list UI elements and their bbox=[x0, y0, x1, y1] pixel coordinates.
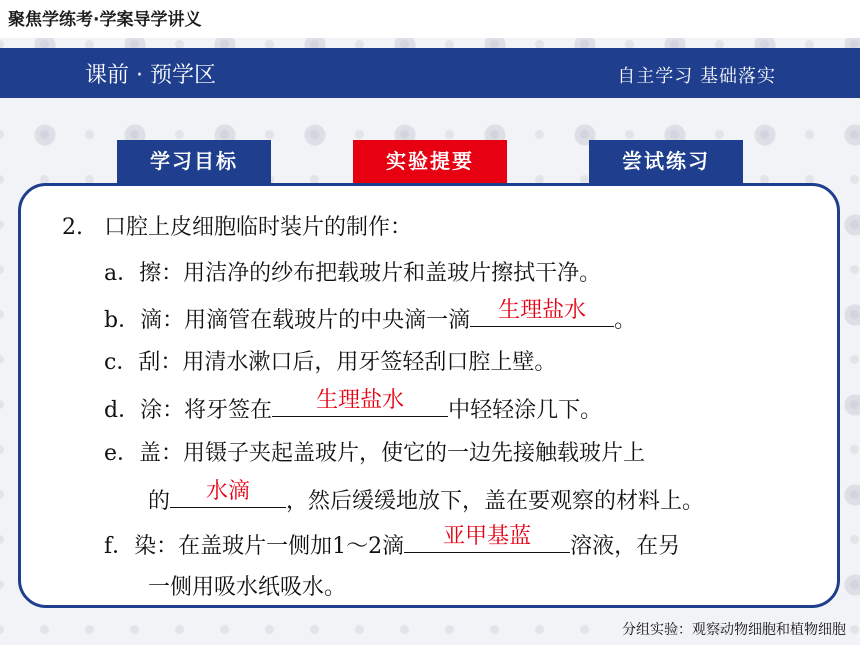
step-f-end: 溶液，在另 bbox=[570, 534, 681, 559]
top-strip bbox=[0, 0, 860, 38]
footer-caption: 分组实验：观察动物细胞和植物细胞 bbox=[622, 622, 846, 638]
step-f-line1 bbox=[104, 526, 680, 560]
brand-title: 聚焦学练考·学案导学讲义 bbox=[8, 10, 202, 30]
step-f-line2: 一侧用吸水纸吸水。 bbox=[148, 575, 347, 600]
step-e-end: ，然后缓缓地放下，盖在要观察的材料上。 bbox=[286, 489, 705, 514]
step-e-blank bbox=[170, 481, 286, 508]
tab-learning-goals[interactable]: 学习目标 bbox=[117, 140, 271, 184]
step-d-end: 中轻轻涂几下。 bbox=[448, 398, 603, 423]
step-f-answer: 亚甲基蓝 bbox=[443, 524, 532, 549]
step-f-text: f．染：在盖玻片一侧加1～2滴 bbox=[104, 534, 405, 559]
step-e-answer: 水滴 bbox=[206, 479, 251, 504]
step-e-text: 的 bbox=[148, 489, 171, 514]
step-a: a．擦：用洁净的纱布把载玻片和盖玻片擦拭干净。 bbox=[104, 261, 602, 286]
step-b-blank bbox=[470, 300, 614, 327]
heading-line bbox=[62, 210, 412, 241]
step-e-line2 bbox=[148, 481, 704, 515]
step-d-answer: 生理盐水 bbox=[316, 388, 405, 413]
step-b-text: b．滴：用滴管在载玻片的中央滴一滴 bbox=[104, 308, 471, 333]
step-f-blank bbox=[404, 526, 570, 553]
step-b bbox=[104, 300, 636, 334]
step-d-blank bbox=[272, 390, 448, 417]
heading-text: 口腔上皮细胞临时装片的制作： bbox=[104, 215, 413, 240]
step-c: c．刮：用清水漱口后，用牙签轻刮口腔上壁。 bbox=[104, 350, 557, 375]
section-subtitle: 自主学习 基础落实 bbox=[617, 66, 776, 87]
tab-practice[interactable]: 尝试练习 bbox=[589, 140, 743, 184]
tab-experiment-summary[interactable]: 实验提要 bbox=[353, 140, 507, 184]
step-e-line1: e．盖：用镊子夹起盖玻片，使它的一边先接触载玻片上 bbox=[104, 441, 646, 466]
section-title: 课前 · 预学区 bbox=[85, 63, 216, 88]
step-d-text: d．涂：将牙签在 bbox=[104, 398, 273, 423]
section-header bbox=[0, 48, 860, 98]
heading-number: 2. bbox=[62, 215, 83, 240]
step-b-end: 。 bbox=[614, 308, 637, 333]
step-b-answer: 生理盐水 bbox=[498, 298, 587, 323]
step-d bbox=[104, 390, 602, 424]
